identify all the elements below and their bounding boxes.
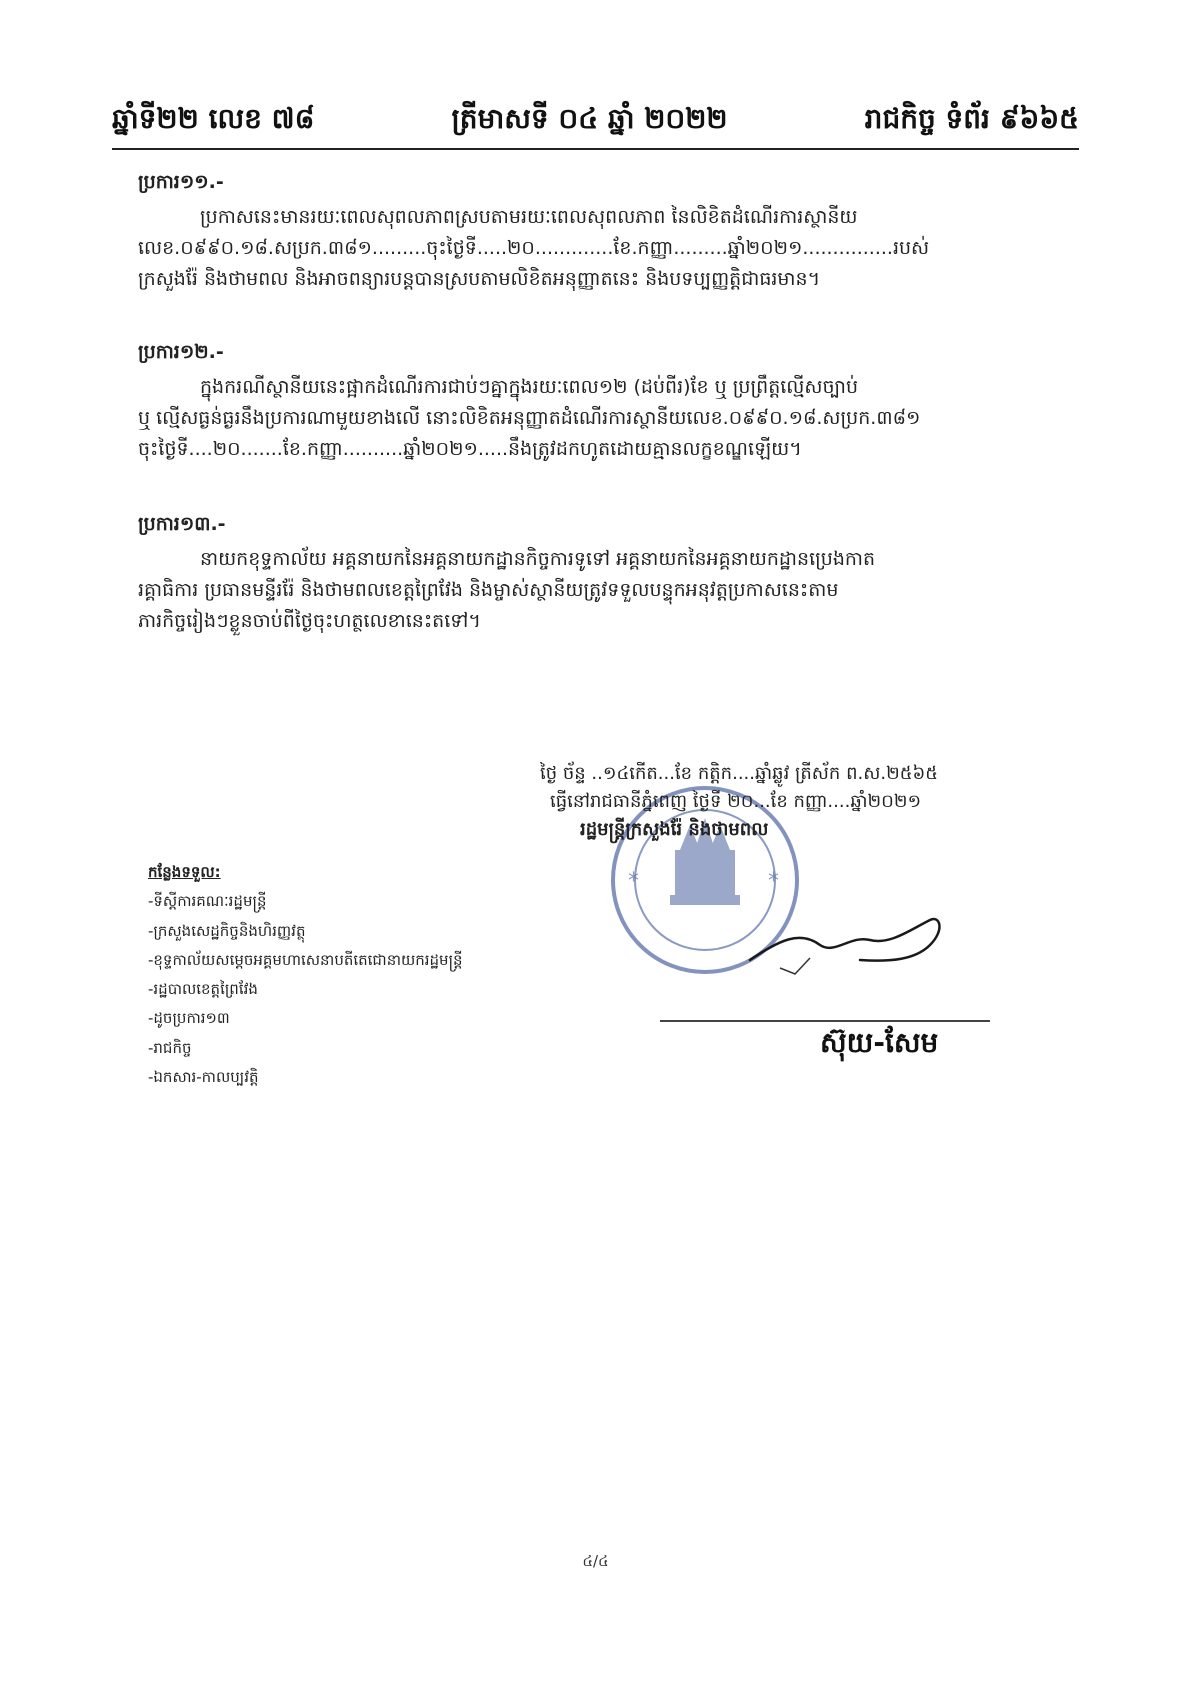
- article-11-body: [138, 202, 1083, 294]
- header-quarter: ត្រីមាសទី ០៤ ឆ្នាំ ២០២២: [451, 102, 728, 135]
- article-13-title: ប្រការ១៣.-: [138, 513, 226, 535]
- recipient-item: -ខុទ្ទកាល័យសម្តេចអគ្គមហាសេនាបតីតេជោនាយករដ្ឋមន្ត្រី: [148, 950, 463, 969]
- article-11-line-2: លេខ.០៩៩០.១៨.សប្រក.៣៨១.........ចុះថ្ងៃទី.....២០.............ខែ.កញ្ញា.........ឆ្នាំ២០២១...............របស់: [138, 236, 930, 259]
- article-12-title: ប្រការ១២.-: [138, 341, 224, 363]
- recipient-item: -ឯកសារ-កាលប្បវត្តិ: [148, 1067, 259, 1086]
- article-12-body: [138, 372, 1083, 464]
- handwritten-signature-icon: [740, 900, 960, 980]
- article-13-body: [138, 544, 1083, 636]
- article-12-line-1: ក្នុងករណីស្ថានីយនេះផ្អាកដំណើរការជាប់ៗគ្នាក្នុងរយៈពេល១២ (ដប់ពីរ)ខែ ឬ ប្រព្រឹត្តល្មើសច្បាប់: [200, 376, 859, 398]
- article-13-line-1: នាយកខុទ្ទកាល័យ អគ្គនាយកនៃអគ្គនាយកដ្ឋានកិច្ចការទូទៅ អគ្គនាយកនៃអគ្គនាយកដ្ឋានប្រេងកាត: [200, 548, 876, 570]
- signature-underline: [660, 1020, 990, 1022]
- recipients-title: កន្លែងទទួល:: [148, 863, 221, 881]
- recipients-list: [148, 858, 463, 1092]
- article-11-title: ប្រការ១១.-: [138, 171, 224, 193]
- minister-title: រដ្ឋមន្ត្រីក្រសួងរ៉ែ និងថាមពល: [580, 818, 769, 840]
- svg-text:*: *: [768, 869, 779, 894]
- article-13-line-2: រគ្គាធិការ ប្រធានមន្ទីររ៉ែ និងថាមពលខេត្តព្រៃវែង និងម្ចាស់ស្ថានីយត្រូវទទួលបន្ទុកអនុវត្តប្រកាសនេះតាម: [138, 578, 839, 601]
- article-11-line-3: ក្រសួងរ៉ែ និងថាមពល និងអាចពន្យារបន្តបានស្របតាមលិខិតអនុញ្ញាតនេះ និងបទប្បញ្ញត្តិជាធរមាន។: [138, 267, 821, 290]
- recipient-item: -រដ្ឋបាលខេត្តព្រៃវែង: [148, 980, 258, 998]
- signature-block: [540, 760, 1100, 844]
- recipient-item: -ទីស្តីការគណៈរដ្ឋមន្ត្រី: [148, 892, 267, 911]
- recipient-item: -រាជកិច្ច: [148, 1038, 192, 1057]
- page-header: [112, 92, 1079, 142]
- article-12-line-2: ឬ ល្មើសធ្ងន់ធ្ងរនឹងប្រការណាមួយខាងលើ នោះលិខិតអនុញ្ញាតដំណើរការស្ថានីយលេខ.០៩៩០.១៨.សប្រក.៣៨១: [138, 406, 921, 429]
- recipient-item: -ក្រសួងសេដ្ឋកិច្ចនិងហិរញ្ញវត្ថុ: [148, 921, 306, 940]
- recipient-item: -ដូចប្រការ១៣: [148, 1009, 230, 1028]
- article-11-line-1: ប្រកាសនេះមានរយៈពេលសុពលភាពស្របតាមរយៈពេលសុពលភាព នៃលិខិតដំណើរការស្ថានីយ: [200, 206, 858, 228]
- svg-text:*: *: [628, 869, 639, 894]
- article-13-line-3: ភារកិច្ចរៀងៗខ្លួនចាប់ពីថ្ងៃចុះហត្ថលេខានេះតទៅ។: [138, 609, 481, 632]
- page-number: ៤/៤: [582, 1552, 609, 1570]
- article-12-line-3: ចុះថ្ងៃទី....២០.......ខែ.កញ្ញា..........ឆ្នាំ២០២១.....នឹងត្រូវដកហូតដោយគ្មានលក្ខខណ្ឌឡើយ។: [138, 437, 802, 460]
- header-page: រាជកិច្ច ទំព័រ ៩៦៦៥: [864, 102, 1079, 135]
- place-date-line: ធ្វើនៅរាជធានីភ្នំពេញ ថ្ងៃទី ២០...ខែ កញ្ញា....ឆ្នាំ២០២១: [550, 790, 922, 812]
- header-issue: ឆ្នាំទី២២ លេខ ៧៨: [112, 102, 315, 135]
- lunar-date-line: ថ្ងៃ ច័ន្ទ ..១៤កើត...ខែ កត្តិក....ឆ្នាំឆ្លូវ ត្រីស័ក ព.ស.២៥៦៥: [540, 763, 938, 784]
- signer-name: ស៊ុយ-សែម: [820, 1026, 939, 1059]
- header-rule: [112, 148, 1079, 150]
